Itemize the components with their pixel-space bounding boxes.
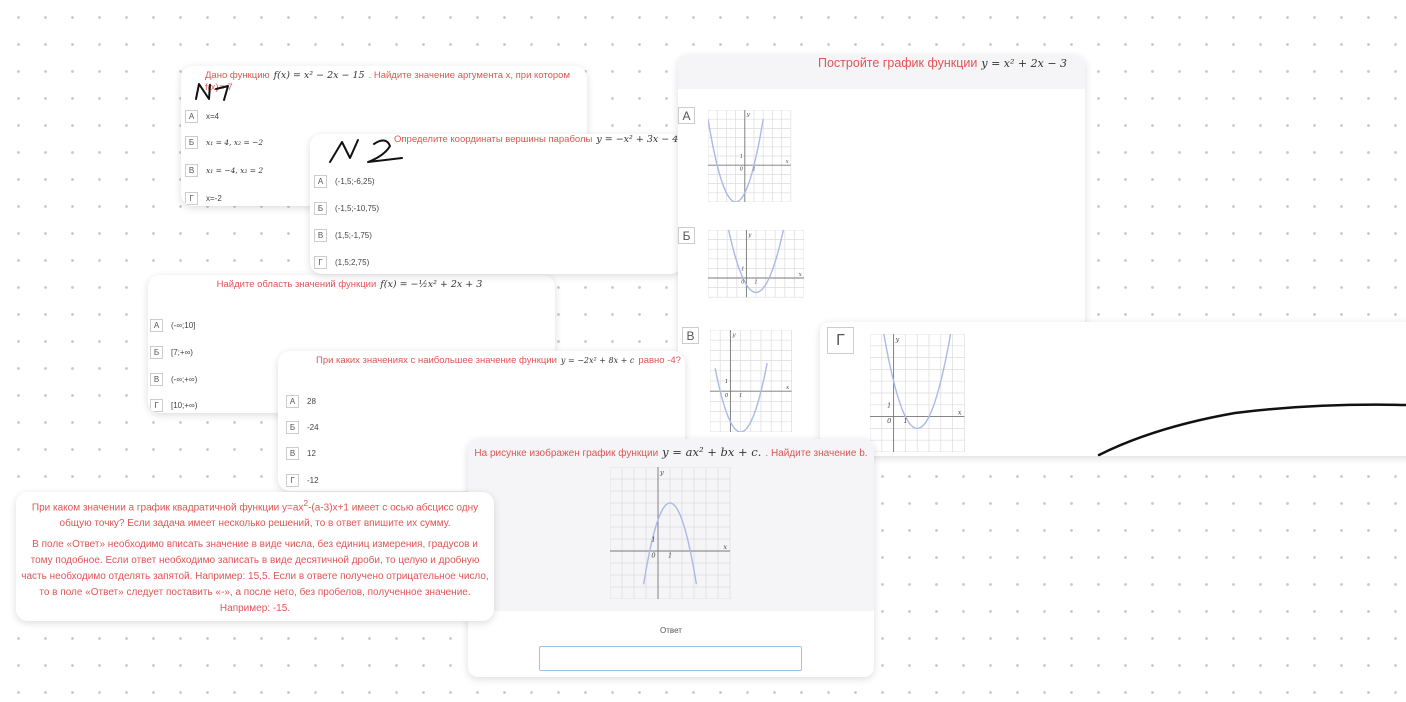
option-letter: Б bbox=[286, 421, 299, 434]
option-text: 28 bbox=[307, 397, 316, 406]
option-c[interactable] bbox=[286, 447, 316, 460]
unit-label-y: 1 bbox=[741, 266, 745, 273]
option-b[interactable] bbox=[314, 202, 379, 215]
graph-option-c[interactable]: В bbox=[682, 327, 699, 344]
graph-a bbox=[708, 110, 792, 202]
option-a[interactable] bbox=[185, 110, 219, 123]
x-label: x bbox=[785, 159, 789, 166]
task-title bbox=[468, 445, 874, 460]
task-card-7 bbox=[16, 492, 494, 621]
handwritten-number-2 bbox=[328, 136, 404, 166]
option-letter: Б bbox=[185, 136, 198, 149]
option-text: (-1,5;-10,75) bbox=[335, 204, 380, 213]
title-text: При каких значениях с наибольшее значение функции bbox=[316, 355, 557, 366]
task-card-6 bbox=[468, 439, 874, 677]
option-text: -12 bbox=[307, 476, 319, 485]
x-label: x bbox=[798, 272, 802, 278]
x-label: x bbox=[723, 543, 728, 551]
title-text: Найдите область значений функции bbox=[216, 279, 377, 290]
superscript: 2 bbox=[303, 498, 309, 508]
y-label: y bbox=[746, 112, 750, 119]
title-text-suffix: . Найдите значение аргумента x, при котором f(x)=-7 bbox=[205, 70, 570, 94]
formula: y = x² + 2x − 3 bbox=[981, 57, 1068, 70]
option-letter: А bbox=[150, 319, 163, 332]
title-text: Дано функцию bbox=[205, 70, 270, 81]
answer-input[interactable] bbox=[539, 646, 802, 671]
graph-b bbox=[708, 230, 804, 302]
option-letter: А bbox=[314, 175, 327, 188]
unit-label-y: 1 bbox=[739, 154, 743, 161]
option-text: [7;+∞) bbox=[171, 348, 193, 357]
option-d[interactable] bbox=[286, 474, 319, 487]
task-title bbox=[148, 279, 555, 291]
title-text: На рисунке изображен график функции bbox=[474, 448, 659, 459]
unit-label-x: 1 bbox=[668, 551, 673, 560]
y-label: y bbox=[732, 332, 736, 339]
origin-label: 0 bbox=[651, 551, 656, 560]
option-a[interactable] bbox=[150, 319, 195, 332]
x-label: x bbox=[957, 408, 962, 417]
option-d[interactable] bbox=[185, 192, 222, 205]
option-d[interactable] bbox=[314, 256, 369, 269]
option-letter: В bbox=[150, 373, 163, 386]
x-label: x bbox=[785, 385, 790, 392]
question-text-rest: -(a-3)x+1 имеет с осью абсцисс одну общую точку? Если задача имеет несколько решений, то в ответ впишите их сумму. bbox=[59, 502, 479, 530]
option-text: (-1,5;-6,25) bbox=[335, 177, 375, 186]
option-letter: В bbox=[185, 164, 198, 177]
option-text: 12 bbox=[307, 449, 316, 458]
option-text: x=-2 bbox=[206, 194, 222, 203]
graph-option-d[interactable]: Г bbox=[827, 327, 854, 354]
unit-label-y: 1 bbox=[724, 379, 729, 386]
option-text: (1,5;-1,75) bbox=[335, 231, 372, 240]
y-label: y bbox=[660, 468, 664, 477]
formula: y = −2x² + 8x + c bbox=[560, 356, 635, 365]
option-b[interactable] bbox=[286, 421, 319, 434]
task-title bbox=[394, 134, 682, 146]
title-text-suffix: . Найдите значение b. bbox=[765, 448, 868, 459]
task-title bbox=[316, 355, 685, 367]
option-letter: А bbox=[286, 395, 299, 408]
option-text: (-∞;10] bbox=[171, 321, 196, 330]
y-label: y bbox=[748, 232, 752, 239]
option-b[interactable] bbox=[150, 346, 193, 359]
title-text: Постройте график функции bbox=[818, 56, 978, 70]
option-c[interactable] bbox=[150, 373, 197, 386]
unit-label-y: 1 bbox=[887, 401, 892, 410]
graph-c bbox=[710, 330, 792, 432]
option-letter: Г bbox=[286, 474, 299, 487]
option-text: x₁ = 4, x₂ = −2 bbox=[206, 138, 264, 147]
option-letter: Б bbox=[150, 346, 163, 359]
option-text: (1,5;2,75) bbox=[335, 258, 370, 267]
task-question bbox=[20, 497, 490, 532]
handwritten-stroke bbox=[1095, 395, 1406, 457]
option-a[interactable] bbox=[286, 395, 316, 408]
formula: f(x) = x² − 2x − 15 bbox=[273, 70, 365, 81]
option-a[interactable] bbox=[314, 175, 375, 188]
option-letter: А bbox=[185, 110, 198, 123]
formula: y = −x² + 3x − 4 bbox=[596, 134, 679, 145]
option-d[interactable] bbox=[150, 399, 197, 412]
answer-label: Ответ bbox=[660, 626, 682, 635]
graph-option-b[interactable]: Б bbox=[678, 227, 695, 244]
option-text: x=4 bbox=[206, 112, 220, 121]
origin-label: 0 bbox=[739, 166, 743, 173]
task-title bbox=[818, 55, 1085, 71]
option-letter: Г bbox=[150, 399, 163, 412]
option-text: (-∞;+∞) bbox=[171, 375, 198, 384]
title-text-suffix: равно -4? bbox=[638, 355, 681, 366]
option-c[interactable] bbox=[314, 229, 372, 242]
unit-label-x: 1 bbox=[754, 279, 758, 286]
formula: f(x) = −½x² + 2x + 3 bbox=[380, 279, 483, 290]
task-title bbox=[205, 70, 585, 95]
unit-label-x: 1 bbox=[903, 417, 908, 426]
option-text: [10;+∞) bbox=[171, 401, 198, 410]
question-text: При каком значении a график квадратичной функции y=ax bbox=[31, 502, 304, 514]
unit-label-y: 1 bbox=[651, 535, 656, 544]
answer-instruction: В поле «Ответ» необходимо вписать значение в виде числа, без единиц измерения, градусов и тому подобное. Если ответ необходимо записать в виде десятичной дроби, то целую и дробную часть необходимо отделять запятой. Например: 15,5. Если в ответе получено отрицательное число, то в поле «Ответ» следует поставить «-», а после него, без пробелов, полученное значение. Например: -15. bbox=[21, 539, 489, 615]
graph-option-a[interactable]: А bbox=[678, 107, 695, 124]
option-b[interactable] bbox=[185, 136, 263, 149]
origin-label: 0 bbox=[724, 392, 729, 399]
origin-label: 0 bbox=[741, 279, 745, 286]
option-c[interactable] bbox=[185, 164, 263, 177]
unit-label-x: 1 bbox=[738, 392, 743, 399]
formula: y = ax² + bx + c. bbox=[662, 445, 762, 459]
option-letter: Б bbox=[314, 202, 327, 215]
title-text: Определите координаты вершины параболы bbox=[394, 134, 593, 145]
graph-d bbox=[870, 334, 970, 452]
unit-label-x: 1 bbox=[752, 166, 756, 173]
option-letter: Г bbox=[185, 192, 198, 205]
option-text: -24 bbox=[307, 423, 319, 432]
option-letter: В bbox=[286, 447, 299, 460]
origin-label: 0 bbox=[887, 417, 892, 426]
option-letter: В bbox=[314, 229, 327, 242]
y-label: y bbox=[895, 335, 900, 344]
option-letter: Г bbox=[314, 256, 327, 269]
graph-q6 bbox=[610, 467, 732, 599]
option-text: x₁ = −4, x₂ = 2 bbox=[206, 166, 264, 175]
handwritten-number-1 bbox=[192, 80, 242, 102]
